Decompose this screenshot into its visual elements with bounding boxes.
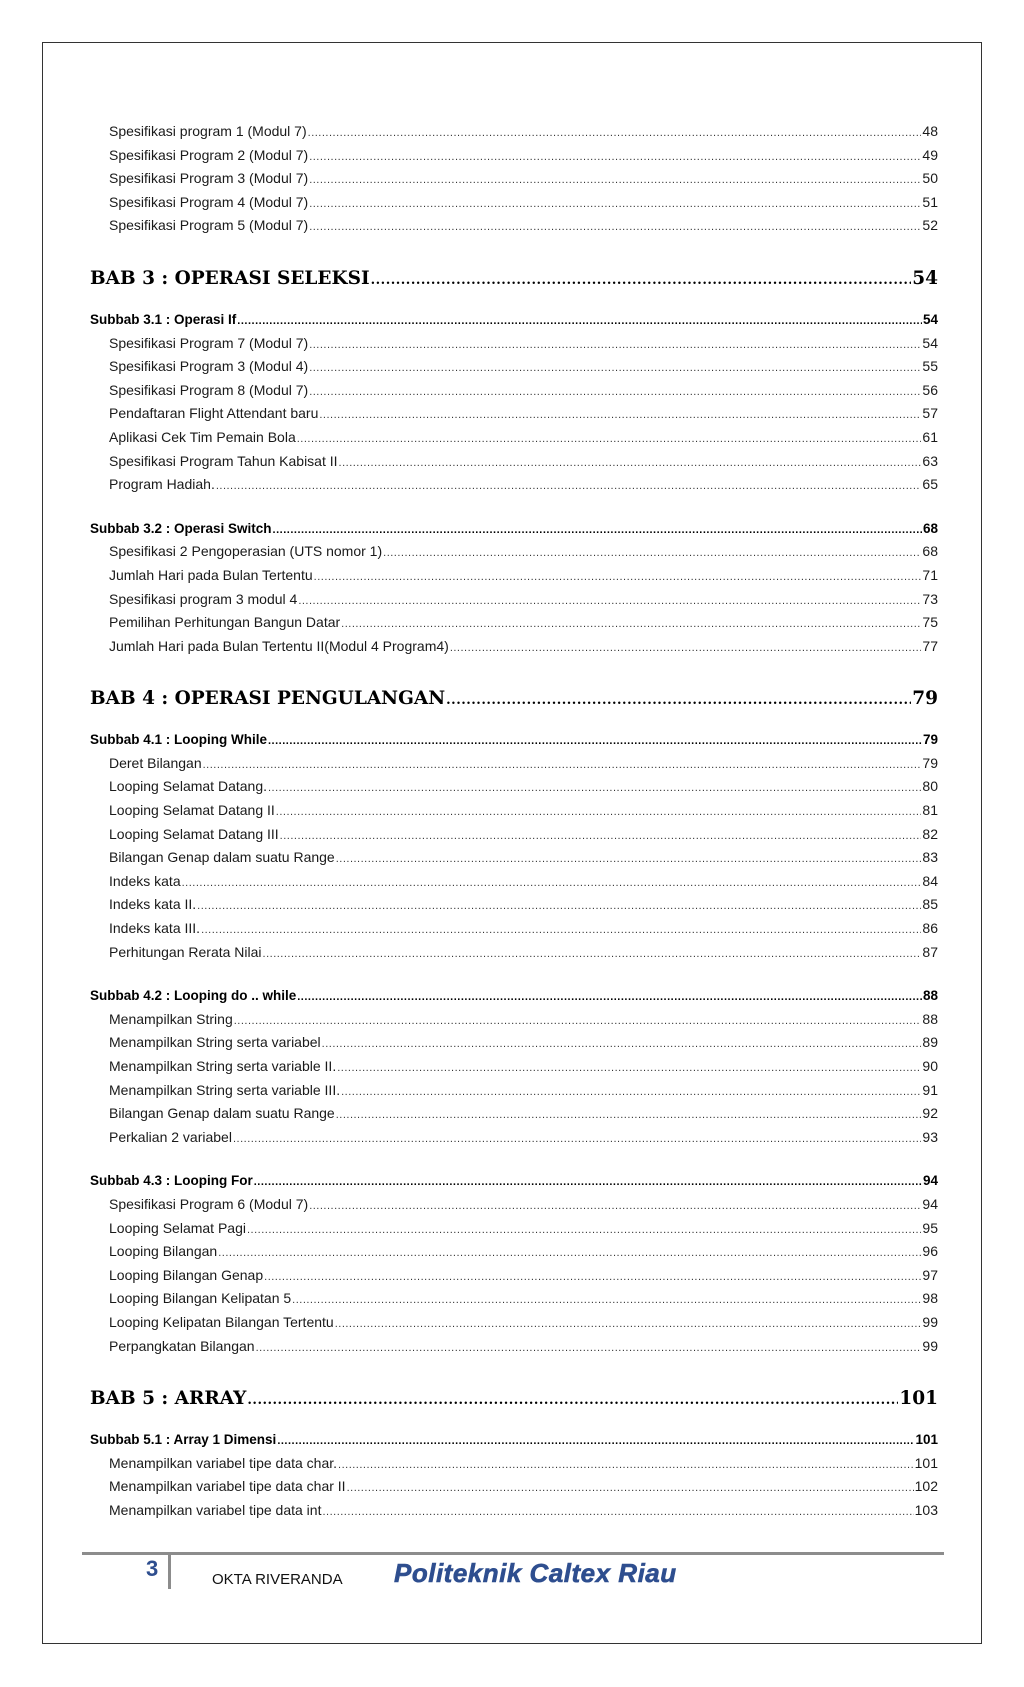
toc-entry[interactable] [90, 1031, 938, 1055]
toc-entry-page: 68 [922, 543, 938, 560]
subchapter-heading-title: Subbab 5.1 : Array 1 Dimensi [90, 1432, 277, 1448]
dot-leader [319, 404, 921, 426]
toc-entry-page: 63 [922, 452, 938, 469]
toc-entry-page: 93 [922, 1128, 938, 1145]
toc-entry-title: Spesifikasi Program 7 (Modul 7) [109, 334, 309, 351]
toc-entry-page: 81 [922, 802, 938, 819]
toc-entry-page: 77 [922, 637, 938, 654]
toc-entry-title: Jumlah Hari pada Bulan Tertentu II(Modul 4 Program4) [109, 637, 449, 654]
chapter-heading-title: BAB 5 : ARRAY [90, 1388, 247, 1410]
toc-entry-title: Spesifikasi 2 Pengoperasian (UTS nomor 1) [109, 543, 383, 560]
dot-leader [309, 193, 921, 215]
toc-entry[interactable] [90, 379, 938, 403]
toc-entry-title: Looping Selamat Datang II [109, 802, 275, 819]
toc-entry-page: 102 [914, 1478, 938, 1495]
toc-entry[interactable] [90, 332, 938, 356]
toc-entry-title: Looping Bilangan Genap [109, 1266, 264, 1283]
toc-entry-title: Spesifikasi Program 3 (Modul 4) [109, 358, 309, 375]
toc-entry-page: 98 [922, 1290, 938, 1307]
toc-entry[interactable] [90, 799, 938, 823]
dot-leader [218, 1242, 921, 1264]
toc-entry[interactable] [90, 355, 938, 379]
dot-leader [297, 986, 922, 1008]
author-name: OKTA RIVERANDA [212, 1571, 343, 1588]
toc-entry-title: Menampilkan String [109, 1010, 233, 1027]
subchapter-heading-page: 88 [922, 988, 938, 1004]
toc-entry-title: Menampilkan variabel tipe data int [109, 1501, 322, 1518]
dot-leader [237, 310, 922, 332]
toc-entry-title: Aplikasi Cek Tim Pemain Bola [109, 428, 296, 445]
toc-entry[interactable] [90, 1126, 938, 1150]
subchapter-heading[interactable] [90, 728, 938, 752]
dot-leader [268, 730, 922, 752]
toc-entry[interactable] [90, 1311, 938, 1335]
toc-entry-page: 88 [922, 1010, 938, 1027]
page-number-divider [168, 1555, 171, 1589]
toc-entry[interactable] [90, 870, 938, 894]
dot-leader [254, 1171, 922, 1193]
chapter-heading-page: 79 [912, 688, 938, 710]
toc-entry[interactable] [90, 1264, 938, 1288]
toc-entry[interactable] [90, 473, 938, 497]
toc-entry[interactable] [90, 1287, 938, 1311]
dot-leader [234, 1010, 922, 1032]
dot-leader [450, 637, 922, 659]
subchapter-heading-page: 101 [915, 1432, 938, 1448]
toc-entry-page: 55 [922, 358, 938, 375]
toc-entry[interactable] [90, 823, 938, 847]
table-of-contents [90, 120, 938, 1523]
toc-entry-title: Spesifikasi Program 8 (Modul 7) [109, 381, 309, 398]
toc-entry-title: Menampilkan variabel tipe data char II [109, 1478, 346, 1495]
toc-entry[interactable] [90, 752, 938, 776]
subchapter-heading-title: Subbab 4.1 : Looping While [90, 732, 267, 748]
toc-entry-title: Looping Bilangan [109, 1243, 218, 1260]
toc-entry[interactable] [90, 775, 938, 799]
toc-entry-title: Indeks kata [109, 872, 181, 889]
dot-leader [322, 1033, 922, 1055]
toc-entry-title: Spesifikasi Program 2 (Modul 7) [109, 146, 309, 163]
toc-entry-page: 80 [922, 778, 938, 795]
subchapter-heading-title: Subbab 4.2 : Looping do .. while [90, 988, 297, 1004]
toc-entry-title: Spesifikasi Program 4 (Modul 7) [109, 193, 309, 210]
toc-entry[interactable] [90, 402, 938, 426]
chapter-heading-page: 101 [899, 1388, 938, 1410]
subchapter-heading[interactable] [90, 517, 938, 541]
toc-entry-title: Spesifikasi Program 6 (Modul 7) [109, 1195, 309, 1212]
dot-leader [309, 216, 921, 238]
toc-entry-page: 97 [922, 1266, 938, 1283]
toc-entry-title: Menampilkan variabel tipe data char. [109, 1454, 338, 1471]
subchapter-heading-page: 94 [922, 1173, 938, 1189]
subchapter-heading[interactable] [90, 1169, 938, 1193]
toc-entry-page: 103 [914, 1501, 938, 1518]
dot-leader [341, 613, 921, 635]
dot-leader [268, 777, 921, 799]
toc-entry-title: Spesifikasi Program 5 (Modul 7) [109, 217, 309, 234]
toc-entry-page: 92 [922, 1105, 938, 1122]
toc-entry[interactable] [90, 1335, 938, 1359]
dot-leader [247, 1386, 898, 1414]
dot-leader [309, 146, 921, 168]
toc-entry[interactable] [90, 1217, 938, 1241]
subchapter-heading-title: Subbab 3.2 : Operasi Switch [90, 520, 272, 536]
dot-leader [446, 686, 911, 714]
toc-entry-page: 91 [922, 1081, 938, 1098]
toc-entry[interactable] [90, 1102, 938, 1126]
dot-leader [309, 381, 921, 403]
dot-leader [276, 801, 922, 823]
toc-entry[interactable] [90, 1079, 938, 1103]
toc-entry[interactable] [90, 426, 938, 450]
toc-entry-page: 65 [922, 476, 938, 493]
chapter-heading-title: BAB 3 : OPERASI SELEKSI [90, 267, 370, 289]
dot-leader [256, 1337, 922, 1359]
toc-entry-title: Menampilkan String serta variable III. [109, 1081, 341, 1098]
dot-leader [216, 475, 922, 497]
toc-entry-title: Looping Bilangan Kelipatan 5 [109, 1290, 292, 1307]
dot-leader [339, 452, 922, 474]
dot-leader [297, 428, 922, 450]
toc-entry[interactable] [90, 1499, 938, 1523]
toc-entry-title: Looping Selamat Datang. [109, 778, 267, 795]
toc-entry-title: Indeks kata III. [109, 920, 201, 937]
toc-entry-page: 49 [922, 146, 938, 163]
dot-leader [309, 357, 921, 379]
toc-entry-page: 56 [922, 381, 938, 398]
toc-entry[interactable] [90, 1452, 938, 1476]
dot-leader [338, 1454, 914, 1476]
dot-leader [309, 1195, 921, 1217]
subchapter-heading-page: 54 [922, 311, 938, 327]
subchapter-heading[interactable] [90, 308, 938, 332]
toc-entry-title: Bilangan Genap dalam suatu Range [109, 849, 335, 866]
institution-logo [390, 1556, 770, 1588]
toc-entry-page: 52 [922, 217, 938, 234]
toc-entry-page: 85 [922, 896, 938, 913]
toc-entry-page: 79 [922, 754, 938, 771]
toc-entry-title: Looping Kelipatan Bilangan Tertentu [109, 1313, 334, 1330]
toc-entry-page: 99 [922, 1313, 938, 1330]
toc-entry[interactable] [90, 588, 938, 612]
dot-leader [182, 872, 922, 894]
dot-leader [264, 1266, 921, 1288]
toc-entry-title: Perhitungan Rerata Nilai [109, 943, 262, 960]
toc-entry-page: 75 [922, 614, 938, 631]
toc-entry-page: 82 [922, 825, 938, 842]
dot-leader [347, 1477, 914, 1499]
toc-entry-page: 83 [922, 849, 938, 866]
toc-entry[interactable] [90, 1193, 938, 1217]
dot-leader [247, 1219, 921, 1241]
toc-entry[interactable] [90, 450, 938, 474]
toc-entry[interactable] [90, 1240, 938, 1264]
dot-leader [201, 919, 921, 941]
chapter-heading[interactable] [90, 684, 938, 714]
toc-entry[interactable] [90, 191, 938, 215]
toc-entry-page: 50 [922, 170, 938, 187]
toc-entry-title: Program Hadiah. [109, 476, 215, 493]
toc-entry[interactable] [90, 1008, 938, 1032]
toc-entry[interactable] [90, 144, 938, 168]
toc-entry-page: 84 [922, 872, 938, 889]
chapter-heading[interactable] [90, 264, 938, 294]
dot-leader [298, 590, 921, 612]
toc-entry-title: Menampilkan String serta variabel [109, 1034, 321, 1051]
dot-leader [292, 1289, 921, 1311]
dot-leader [309, 169, 921, 191]
toc-entry-title: Perpangkatan Bilangan [109, 1337, 255, 1354]
subchapter-heading-page: 68 [922, 520, 938, 536]
dot-leader [371, 266, 912, 294]
chapter-heading-page: 54 [912, 267, 938, 289]
toc-entry-page: 54 [922, 334, 938, 351]
toc-entry-title: Indeks kata II. [109, 896, 197, 913]
toc-entry[interactable] [90, 611, 938, 635]
dot-leader [337, 1057, 921, 1079]
toc-entry[interactable] [90, 167, 938, 191]
logo-text: Politeknik Caltex Riau [394, 1558, 677, 1588]
toc-entry-page: 89 [922, 1034, 938, 1051]
toc-entry-title: Jumlah Hari pada Bulan Tertentu [109, 566, 313, 583]
toc-entry-title: Perkalian 2 variabel [109, 1128, 232, 1145]
toc-entry-page: 99 [922, 1337, 938, 1354]
dot-leader [309, 334, 921, 356]
dot-leader [273, 519, 922, 541]
toc-entry[interactable] [90, 214, 938, 238]
subchapter-heading-page: 79 [922, 732, 938, 748]
dot-leader [336, 848, 922, 870]
chapter-heading-title: BAB 4 : OPERASI PENGULANGAN [90, 688, 446, 710]
toc-entry-title: Looping Selamat Datang III [109, 825, 279, 842]
toc-entry-title: Spesifikasi Program 3 (Modul 7) [109, 170, 309, 187]
page-number: 3 [146, 1556, 159, 1581]
toc-entry-page: 94 [922, 1195, 938, 1212]
toc-entry-title: Spesifikasi program 3 modul 4 [109, 590, 298, 607]
toc-entry[interactable] [90, 120, 938, 144]
dot-leader [197, 895, 921, 917]
subchapter-heading[interactable] [90, 984, 938, 1008]
toc-entry[interactable] [90, 1055, 938, 1079]
toc-entry-page: 86 [922, 920, 938, 937]
toc-entry[interactable] [90, 540, 938, 564]
dot-leader [383, 542, 921, 564]
toc-entry-page: 96 [922, 1243, 938, 1260]
chapter-heading[interactable] [90, 1384, 938, 1414]
toc-entry[interactable] [90, 917, 938, 941]
dot-leader [322, 1501, 913, 1523]
dot-leader [233, 1128, 921, 1150]
dot-leader [203, 754, 922, 776]
dot-leader [335, 1313, 922, 1335]
toc-entry[interactable] [90, 941, 938, 965]
dot-leader [280, 825, 922, 847]
toc-entry-title: Pemilihan Perhitungan Bangun Datar [109, 614, 341, 631]
toc-entry-title: Spesifikasi program 1 (Modul 7) [109, 123, 307, 139]
toc-entry-title: Looping Selamat Pagi [109, 1219, 246, 1236]
toc-entry-title: Spesifikasi Program Tahun Kabisat II [109, 452, 338, 469]
toc-entry[interactable] [90, 846, 938, 870]
dot-leader [341, 1081, 921, 1103]
dot-leader [277, 1430, 914, 1452]
toc-entry-page: 90 [922, 1058, 938, 1074]
toc-entry-title: Bilangan Genap dalam suatu Range [109, 1105, 335, 1122]
dot-leader [308, 122, 922, 144]
toc-entry[interactable] [90, 1475, 938, 1499]
subchapter-heading[interactable] [90, 1428, 938, 1452]
toc-entry-page: 73 [922, 590, 938, 607]
toc-entry-page: 61 [922, 428, 938, 445]
toc-entry-page: 71 [922, 566, 938, 583]
toc-entry-page: 87 [922, 943, 938, 960]
subchapter-heading-title: Subbab 3.1 : Operasi If [90, 311, 237, 327]
dot-leader [263, 943, 922, 965]
toc-entry[interactable] [90, 635, 938, 659]
footer-rule [82, 1552, 944, 1555]
toc-entry-title: Menampilkan String serta variable II. [109, 1058, 337, 1074]
toc-entry-page: 95 [922, 1219, 938, 1236]
dot-leader [314, 566, 922, 588]
toc-entry[interactable] [90, 564, 938, 588]
dot-leader [336, 1104, 922, 1126]
toc-entry-page: 57 [922, 405, 938, 422]
toc-entry[interactable] [90, 893, 938, 917]
toc-entry-title: Pendaftaran Flight Attendant baru [109, 405, 319, 422]
toc-entry-page: 51 [922, 193, 938, 210]
subchapter-heading-title: Subbab 4.3 : Looping For [90, 1173, 253, 1189]
toc-entry-title: Deret Bilangan [109, 754, 202, 771]
toc-entry-page: 101 [914, 1454, 938, 1471]
toc-entry-page: 48 [922, 123, 938, 139]
